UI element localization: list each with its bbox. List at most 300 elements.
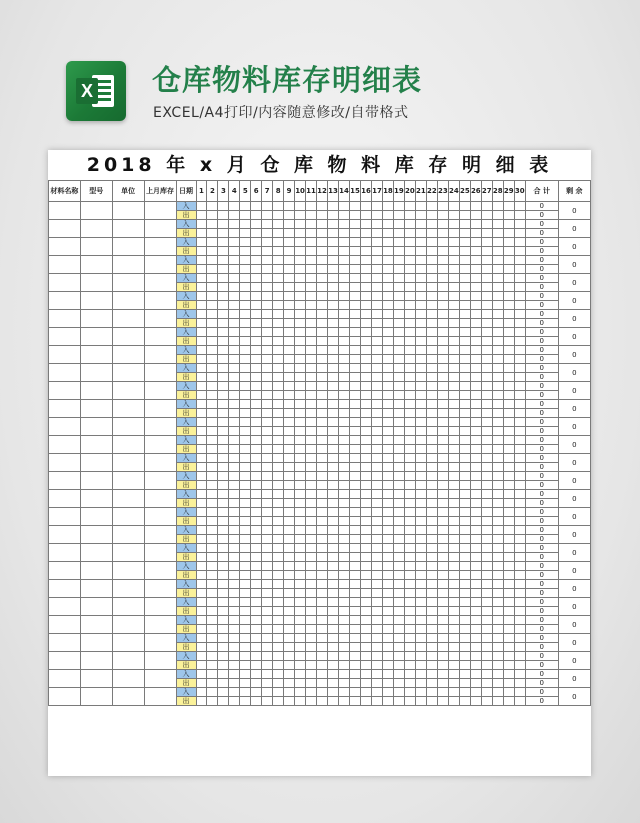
cell-day-value[interactable] [470, 220, 481, 229]
cell-day-value[interactable] [196, 508, 207, 517]
cell-day-value[interactable] [229, 211, 240, 220]
cell-day-value[interactable] [415, 337, 426, 346]
cell-day-value[interactable] [503, 265, 514, 274]
cell-day-value[interactable] [360, 580, 371, 589]
cell-day-value[interactable] [404, 292, 415, 301]
cell-day-value[interactable] [492, 355, 503, 364]
cell-day-value[interactable] [448, 526, 459, 535]
cell-day-value[interactable] [393, 643, 404, 652]
cell-day-value[interactable] [284, 319, 295, 328]
cell-day-value[interactable] [371, 517, 382, 526]
cell-day-value[interactable] [207, 535, 218, 544]
cell-day-value[interactable] [514, 436, 525, 445]
cell-material-name[interactable] [49, 346, 81, 364]
cell-day-value[interactable] [328, 652, 339, 661]
cell-day-value[interactable] [251, 661, 262, 670]
cell-day-value[interactable] [448, 679, 459, 688]
cell-day-value[interactable] [284, 679, 295, 688]
cell-day-value[interactable] [426, 319, 437, 328]
cell-day-value[interactable] [273, 238, 284, 247]
cell-day-value[interactable] [448, 220, 459, 229]
cell-day-value[interactable] [284, 454, 295, 463]
cell-day-value[interactable] [470, 481, 481, 490]
cell-day-value[interactable] [229, 499, 240, 508]
cell-day-value[interactable] [437, 310, 448, 319]
cell-day-value[interactable] [262, 382, 273, 391]
cell-day-value[interactable] [218, 553, 229, 562]
cell-day-value[interactable] [196, 679, 207, 688]
cell-day-value[interactable] [240, 661, 251, 670]
cell-day-value[interactable] [470, 319, 481, 328]
cell-day-value[interactable] [262, 409, 273, 418]
cell-day-value[interactable] [295, 274, 306, 283]
cell-day-value[interactable] [295, 355, 306, 364]
cell-day-value[interactable] [317, 310, 328, 319]
cell-day-value[interactable] [284, 544, 295, 553]
cell-day-value[interactable] [273, 472, 284, 481]
cell-day-value[interactable] [196, 616, 207, 625]
cell-day-value[interactable] [503, 652, 514, 661]
cell-day-value[interactable] [459, 220, 470, 229]
cell-model[interactable] [80, 418, 112, 436]
cell-day-value[interactable] [306, 346, 317, 355]
cell-day-value[interactable] [393, 679, 404, 688]
cell-day-value[interactable] [350, 661, 361, 670]
cell-day-value[interactable] [503, 301, 514, 310]
cell-day-value[interactable] [371, 526, 382, 535]
cell-day-value[interactable] [382, 310, 393, 319]
cell-day-value[interactable] [229, 256, 240, 265]
cell-day-value[interactable] [229, 571, 240, 580]
cell-day-value[interactable] [514, 598, 525, 607]
cell-day-value[interactable] [371, 589, 382, 598]
cell-day-value[interactable] [437, 283, 448, 292]
cell-day-value[interactable] [350, 256, 361, 265]
cell-day-value[interactable] [251, 220, 262, 229]
cell-day-value[interactable] [207, 589, 218, 598]
cell-day-value[interactable] [426, 283, 437, 292]
cell-unit[interactable] [112, 400, 144, 418]
cell-day-value[interactable] [426, 292, 437, 301]
cell-day-value[interactable] [339, 229, 350, 238]
cell-day-value[interactable] [240, 247, 251, 256]
cell-day-value[interactable] [240, 310, 251, 319]
cell-day-value[interactable] [371, 247, 382, 256]
cell-day-value[interactable] [437, 220, 448, 229]
cell-day-value[interactable] [328, 625, 339, 634]
cell-day-value[interactable] [415, 427, 426, 436]
cell-prev-stock[interactable] [144, 526, 176, 544]
cell-day-value[interactable] [393, 319, 404, 328]
cell-day-value[interactable] [492, 472, 503, 481]
cell-day-value[interactable] [262, 220, 273, 229]
cell-day-value[interactable] [317, 292, 328, 301]
cell-day-value[interactable] [503, 211, 514, 220]
cell-day-value[interactable] [339, 679, 350, 688]
cell-prev-stock[interactable] [144, 688, 176, 706]
cell-day-value[interactable] [437, 697, 448, 706]
cell-day-value[interactable] [481, 490, 492, 499]
cell-day-value[interactable] [514, 526, 525, 535]
cell-day-value[interactable] [503, 499, 514, 508]
cell-day-value[interactable] [251, 238, 262, 247]
cell-day-value[interactable] [426, 598, 437, 607]
cell-day-value[interactable] [382, 256, 393, 265]
cell-day-value[interactable] [481, 625, 492, 634]
cell-day-value[interactable] [262, 670, 273, 679]
cell-day-value[interactable] [317, 463, 328, 472]
cell-day-value[interactable] [350, 445, 361, 454]
cell-day-value[interactable] [273, 643, 284, 652]
cell-day-value[interactable] [437, 625, 448, 634]
cell-day-value[interactable] [196, 409, 207, 418]
cell-day-value[interactable] [284, 463, 295, 472]
cell-day-value[interactable] [218, 616, 229, 625]
cell-day-value[interactable] [426, 238, 437, 247]
cell-day-value[interactable] [382, 598, 393, 607]
cell-day-value[interactable] [382, 517, 393, 526]
cell-day-value[interactable] [240, 220, 251, 229]
cell-day-value[interactable] [350, 400, 361, 409]
cell-day-value[interactable] [459, 670, 470, 679]
cell-day-value[interactable] [437, 661, 448, 670]
cell-day-value[interactable] [514, 382, 525, 391]
cell-day-value[interactable] [503, 508, 514, 517]
cell-day-value[interactable] [481, 553, 492, 562]
cell-day-value[interactable] [448, 445, 459, 454]
cell-day-value[interactable] [306, 553, 317, 562]
cell-day-value[interactable] [306, 589, 317, 598]
cell-day-value[interactable] [448, 661, 459, 670]
cell-day-value[interactable] [339, 247, 350, 256]
cell-day-value[interactable] [284, 328, 295, 337]
cell-prev-stock[interactable] [144, 634, 176, 652]
cell-material-name[interactable] [49, 292, 81, 310]
cell-day-value[interactable] [306, 625, 317, 634]
cell-day-value[interactable] [218, 490, 229, 499]
cell-day-value[interactable] [382, 238, 393, 247]
cell-day-value[interactable] [415, 652, 426, 661]
cell-day-value[interactable] [459, 625, 470, 634]
cell-day-value[interactable] [437, 562, 448, 571]
cell-day-value[interactable] [503, 409, 514, 418]
cell-day-value[interactable] [393, 499, 404, 508]
cell-day-value[interactable] [350, 544, 361, 553]
cell-day-value[interactable] [404, 562, 415, 571]
cell-day-value[interactable] [393, 202, 404, 211]
cell-day-value[interactable] [448, 409, 459, 418]
cell-unit[interactable] [112, 508, 144, 526]
cell-day-value[interactable] [306, 634, 317, 643]
cell-day-value[interactable] [459, 319, 470, 328]
cell-day-value[interactable] [295, 400, 306, 409]
cell-day-value[interactable] [470, 337, 481, 346]
cell-day-value[interactable] [481, 427, 492, 436]
cell-day-value[interactable] [339, 481, 350, 490]
cell-unit[interactable] [112, 310, 144, 328]
cell-day-value[interactable] [492, 328, 503, 337]
cell-day-value[interactable] [492, 517, 503, 526]
cell-day-value[interactable] [229, 616, 240, 625]
cell-day-value[interactable] [470, 571, 481, 580]
cell-day-value[interactable] [470, 625, 481, 634]
cell-day-value[interactable] [262, 571, 273, 580]
cell-day-value[interactable] [415, 364, 426, 373]
cell-day-value[interactable] [459, 274, 470, 283]
cell-day-value[interactable] [404, 328, 415, 337]
cell-day-value[interactable] [415, 472, 426, 481]
cell-day-value[interactable] [317, 211, 328, 220]
cell-day-value[interactable] [415, 283, 426, 292]
cell-day-value[interactable] [284, 697, 295, 706]
cell-day-value[interactable] [360, 598, 371, 607]
cell-day-value[interactable] [251, 463, 262, 472]
cell-day-value[interactable] [415, 355, 426, 364]
cell-day-value[interactable] [514, 571, 525, 580]
cell-day-value[interactable] [382, 373, 393, 382]
cell-day-value[interactable] [350, 679, 361, 688]
cell-day-value[interactable] [492, 652, 503, 661]
cell-day-value[interactable] [371, 535, 382, 544]
cell-day-value[interactable] [196, 301, 207, 310]
cell-day-value[interactable] [295, 544, 306, 553]
cell-day-value[interactable] [295, 490, 306, 499]
cell-day-value[interactable] [251, 355, 262, 364]
cell-day-value[interactable] [360, 643, 371, 652]
cell-day-value[interactable] [437, 247, 448, 256]
cell-day-value[interactable] [251, 436, 262, 445]
cell-day-value[interactable] [492, 274, 503, 283]
cell-day-value[interactable] [328, 409, 339, 418]
cell-day-value[interactable] [437, 535, 448, 544]
cell-day-value[interactable] [295, 562, 306, 571]
cell-day-value[interactable] [371, 256, 382, 265]
cell-day-value[interactable] [459, 481, 470, 490]
cell-day-value[interactable] [196, 481, 207, 490]
cell-day-value[interactable] [196, 661, 207, 670]
cell-day-value[interactable] [207, 670, 218, 679]
cell-day-value[interactable] [218, 337, 229, 346]
cell-day-value[interactable] [514, 373, 525, 382]
cell-day-value[interactable] [481, 535, 492, 544]
cell-day-value[interactable] [503, 643, 514, 652]
cell-day-value[interactable] [295, 454, 306, 463]
cell-unit[interactable] [112, 472, 144, 490]
cell-day-value[interactable] [371, 652, 382, 661]
cell-day-value[interactable] [350, 427, 361, 436]
cell-day-value[interactable] [207, 499, 218, 508]
cell-day-value[interactable] [382, 544, 393, 553]
cell-day-value[interactable] [284, 364, 295, 373]
cell-day-value[interactable] [306, 499, 317, 508]
cell-day-value[interactable] [284, 247, 295, 256]
cell-day-value[interactable] [284, 346, 295, 355]
cell-day-value[interactable] [382, 490, 393, 499]
cell-day-value[interactable] [459, 391, 470, 400]
cell-day-value[interactable] [481, 526, 492, 535]
cell-day-value[interactable] [492, 265, 503, 274]
cell-day-value[interactable] [470, 643, 481, 652]
cell-day-value[interactable] [426, 391, 437, 400]
cell-day-value[interactable] [339, 328, 350, 337]
cell-day-value[interactable] [393, 562, 404, 571]
cell-day-value[interactable] [415, 661, 426, 670]
cell-day-value[interactable] [350, 517, 361, 526]
cell-day-value[interactable] [382, 400, 393, 409]
cell-day-value[interactable] [240, 625, 251, 634]
cell-day-value[interactable] [492, 310, 503, 319]
cell-day-value[interactable] [295, 517, 306, 526]
cell-day-value[interactable] [218, 238, 229, 247]
cell-day-value[interactable] [404, 355, 415, 364]
cell-day-value[interactable] [404, 553, 415, 562]
cell-day-value[interactable] [426, 220, 437, 229]
cell-day-value[interactable] [306, 652, 317, 661]
cell-day-value[interactable] [262, 256, 273, 265]
cell-day-value[interactable] [306, 571, 317, 580]
cell-day-value[interactable] [317, 526, 328, 535]
cell-day-value[interactable] [229, 589, 240, 598]
cell-day-value[interactable] [273, 508, 284, 517]
cell-day-value[interactable] [393, 661, 404, 670]
cell-day-value[interactable] [514, 661, 525, 670]
cell-day-value[interactable] [218, 508, 229, 517]
cell-day-value[interactable] [251, 454, 262, 463]
cell-day-value[interactable] [196, 256, 207, 265]
cell-day-value[interactable] [393, 292, 404, 301]
cell-unit[interactable] [112, 418, 144, 436]
cell-day-value[interactable] [448, 391, 459, 400]
cell-day-value[interactable] [229, 553, 240, 562]
cell-day-value[interactable] [251, 589, 262, 598]
cell-day-value[interactable] [426, 634, 437, 643]
cell-day-value[interactable] [448, 490, 459, 499]
cell-day-value[interactable] [437, 211, 448, 220]
cell-day-value[interactable] [251, 256, 262, 265]
cell-day-value[interactable] [350, 688, 361, 697]
cell-day-value[interactable] [317, 661, 328, 670]
cell-day-value[interactable] [350, 382, 361, 391]
cell-day-value[interactable] [459, 211, 470, 220]
cell-unit[interactable] [112, 382, 144, 400]
cell-day-value[interactable] [360, 247, 371, 256]
cell-day-value[interactable] [360, 319, 371, 328]
cell-day-value[interactable] [503, 526, 514, 535]
cell-day-value[interactable] [350, 283, 361, 292]
cell-day-value[interactable] [360, 265, 371, 274]
cell-day-value[interactable] [459, 589, 470, 598]
cell-day-value[interactable] [360, 517, 371, 526]
cell-day-value[interactable] [317, 373, 328, 382]
cell-day-value[interactable] [240, 643, 251, 652]
cell-day-value[interactable] [393, 238, 404, 247]
cell-day-value[interactable] [415, 211, 426, 220]
cell-day-value[interactable] [371, 400, 382, 409]
cell-day-value[interactable] [492, 229, 503, 238]
cell-day-value[interactable] [492, 661, 503, 670]
cell-day-value[interactable] [350, 292, 361, 301]
cell-day-value[interactable] [514, 355, 525, 364]
cell-day-value[interactable] [404, 688, 415, 697]
cell-day-value[interactable] [240, 454, 251, 463]
cell-day-value[interactable] [481, 436, 492, 445]
cell-day-value[interactable] [448, 292, 459, 301]
cell-day-value[interactable] [262, 310, 273, 319]
cell-day-value[interactable] [262, 598, 273, 607]
cell-day-value[interactable] [415, 526, 426, 535]
cell-day-value[interactable] [360, 535, 371, 544]
cell-day-value[interactable] [240, 562, 251, 571]
cell-day-value[interactable] [371, 679, 382, 688]
cell-day-value[interactable] [229, 346, 240, 355]
cell-day-value[interactable] [470, 211, 481, 220]
cell-model[interactable] [80, 598, 112, 616]
cell-day-value[interactable] [306, 283, 317, 292]
cell-day-value[interactable] [371, 409, 382, 418]
cell-day-value[interactable] [273, 697, 284, 706]
cell-day-value[interactable] [350, 562, 361, 571]
cell-day-value[interactable] [295, 211, 306, 220]
cell-day-value[interactable] [284, 211, 295, 220]
cell-day-value[interactable] [273, 391, 284, 400]
cell-day-value[interactable] [229, 670, 240, 679]
cell-day-value[interactable] [251, 310, 262, 319]
cell-day-value[interactable] [339, 697, 350, 706]
cell-day-value[interactable] [503, 562, 514, 571]
cell-day-value[interactable] [371, 364, 382, 373]
cell-day-value[interactable] [262, 337, 273, 346]
cell-day-value[interactable] [459, 229, 470, 238]
cell-day-value[interactable] [218, 571, 229, 580]
cell-day-value[interactable] [306, 319, 317, 328]
cell-day-value[interactable] [317, 616, 328, 625]
cell-material-name[interactable] [49, 580, 81, 598]
cell-day-value[interactable] [371, 355, 382, 364]
cell-day-value[interactable] [415, 571, 426, 580]
cell-day-value[interactable] [503, 283, 514, 292]
cell-day-value[interactable] [339, 517, 350, 526]
cell-day-value[interactable] [229, 607, 240, 616]
cell-day-value[interactable] [360, 445, 371, 454]
cell-day-value[interactable] [404, 670, 415, 679]
cell-day-value[interactable] [371, 472, 382, 481]
cell-day-value[interactable] [437, 526, 448, 535]
cell-day-value[interactable] [262, 202, 273, 211]
cell-day-value[interactable] [448, 337, 459, 346]
cell-day-value[interactable] [339, 238, 350, 247]
cell-day-value[interactable] [317, 553, 328, 562]
cell-day-value[interactable] [240, 616, 251, 625]
cell-day-value[interactable] [404, 409, 415, 418]
cell-day-value[interactable] [415, 562, 426, 571]
cell-day-value[interactable] [229, 472, 240, 481]
cell-day-value[interactable] [251, 697, 262, 706]
cell-day-value[interactable] [437, 553, 448, 562]
cell-day-value[interactable] [328, 220, 339, 229]
cell-day-value[interactable] [426, 499, 437, 508]
cell-day-value[interactable] [393, 670, 404, 679]
cell-day-value[interactable] [437, 652, 448, 661]
cell-day-value[interactable] [503, 202, 514, 211]
cell-day-value[interactable] [207, 517, 218, 526]
cell-day-value[interactable] [240, 427, 251, 436]
cell-day-value[interactable] [262, 238, 273, 247]
cell-day-value[interactable] [295, 670, 306, 679]
cell-day-value[interactable] [514, 328, 525, 337]
cell-day-value[interactable] [448, 652, 459, 661]
cell-day-value[interactable] [350, 220, 361, 229]
cell-day-value[interactable] [350, 670, 361, 679]
